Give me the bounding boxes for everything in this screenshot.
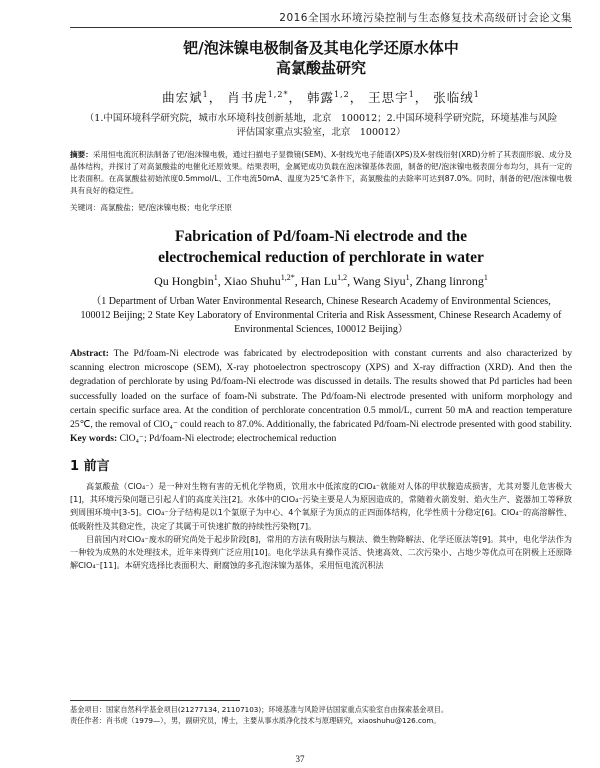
cn-author: 张临绒 (433, 90, 474, 105)
page-number: 37 (295, 754, 305, 764)
english-keywords (70, 433, 572, 444)
body-paragraph-1: 高氯酸盐（ClO₄⁻）是一种对生物有害的无机化学物质，饮用水中低浓度的ClO₄⁻就能对人体的甲状腺造成损害，尤其对婴儿危害极大[1]，其环境污染问题已引起人们的高度关注[2]。水体中的ClO₄⁻污染主要是人为原因造成的，常随着火箭发射、焰火生产、瓷器加工等释放到周围环境中[3-5]。ClO₄⁻分子结构是以1个氯原子为中心、4个氧原子为顶点的正四面体结构，化学性质十分稳定[6]。ClO₄⁻的高溶解性、低吸附性及其稳定性，决定了其属于可快速扩散的持续性污染物[7]。 (70, 481, 572, 531)
footnote-author-label: 责任作者： (70, 716, 106, 725)
cn-author-sup: 1 (473, 89, 480, 99)
english-keywords-label: Key words: (70, 433, 118, 445)
english-abstract (70, 347, 572, 432)
chinese-keywords-text: 高氯酸盐；钯/泡沫镍电极；电化学还原 (100, 203, 233, 212)
chinese-affiliation: （1.中国环境科学研究院，城市水环境科技创新基地，北京 100012；2.中国环境科学研究院，环境基准与风险评估国家重点实验室，北京 100012） (84, 113, 558, 138)
chinese-keywords (70, 202, 572, 213)
en-author-sup: 1,2* (280, 273, 295, 282)
cn-author: 韩露 (306, 90, 334, 105)
en-author: Zhang linrong (415, 274, 484, 288)
body-paragraph-2: 目前国内对ClO₄⁻废水的研究尚处于起步阶段[8]，常用的方法有吸附法与膜法、微生物降解法、化学还原法等[9]。其中，电化学法作为一种较为成熟的水处理技术，近年来得到广泛应用[10]。电化学法具有操作灵活、快速高效、二次污染小、占地少等优点可在阴极上还原降解ClO₄⁻[11]。本研究选择比表面积大、耐腐蚀的多孔泡沫镍为基体，采用恒电流沉积法 (70, 533, 572, 570)
cn-author-sup: 1,2 (333, 89, 350, 99)
chinese-authors: 曲宏斌$^1$， 肖书虎$^{1,2*}$， 韩露$^{1,2}$， 王思宇$^1$， 张临绒$^1$ (162, 89, 480, 105)
en-author: Han Lu (300, 274, 338, 288)
chinese-title-line-1: 钯/泡沫镍电极制备及其电化学还原水体中 (183, 39, 459, 57)
chinese-keywords-label: 关键词： (70, 203, 101, 212)
en-author: Qu Hongbin (154, 274, 214, 288)
english-title (70, 226, 572, 268)
footnote-rule (70, 700, 240, 701)
en-author-sep: , (409, 274, 416, 288)
chinese-title (70, 38, 572, 78)
english-title-line-2: electrochemical reduction of perchlorate in water (158, 249, 484, 266)
paper-page (70, 32, 572, 572)
en-author: Wang Siyu (352, 274, 406, 288)
cn-author: 曲宏斌 (162, 90, 203, 105)
chinese-abstract (70, 149, 572, 197)
en-author-sep: , (294, 274, 301, 288)
english-abstract-text: The Pd/foam-Ni electrode was fabricated by electrodeposition with constant currents and also characterized by scanning electron microscope (SEM), X-ray photoelectron spectroscopy (XPS) and X-ray diffraction (XRD). And then the degradation of perchlorate by using Pd/foam-Ni electrode was discussed in details. The results showed that Pd particles had been successfully loaded on the surface of foam-Ni substrate. The Pd/foam-Ni electrode presented with uniform morphology and certain specific surface area. At the condition of perchlorate concentration 0.5 mmol/L, current 50 mA and reaction temperature 25℃, the removal of ClO₄⁻ could reach to 87.0%. Additionally, the fabricated Pd/foam-Ni electrode presented with good stability. (70, 348, 572, 431)
cn-author: 王思宇 (368, 90, 409, 105)
footnote-author (70, 715, 572, 726)
en-author-sup: 1,2 (337, 273, 348, 282)
header-rule (70, 27, 572, 28)
chinese-title-line-2: 高氯酸盐研究 (275, 59, 366, 77)
section-heading-introduction: 1 前言 (70, 459, 110, 475)
en-author-sup: 1 (213, 273, 218, 282)
running-head: 2016全国水环境污染控制与生态修复技术高级研讨会论文集 (279, 12, 572, 24)
footnote-funding-text: 国家自然科学基金项目(21277134, 21107103)；环境基准与风险评估国家重点实验室自由探索基金项目。 (105, 705, 449, 714)
en-author-sep: , (217, 274, 224, 288)
english-affiliation: （1 Department of Urban Water Environmental Research, Chinese Research Academy of Environmental Sciences, 100012 Beijing; 2 State Key Laboratory of Environmental Criteria and Risk Assessment, Chinese Research Academy of Environmental Sciences, 100012 Beijing） (80, 296, 562, 335)
en-author-sup: 1 (483, 273, 488, 282)
footnote-funding (70, 704, 572, 715)
footnotes (70, 704, 572, 726)
english-abstract-label: Abstract: (70, 348, 109, 359)
chinese-abstract-text: 采用恒电流沉积法制备了钯/泡沫镍电极，通过扫描电子显微镜(SEM)、X-射线光电子能谱(XPS)及X-射线衍射(XRD)分析了其表面形貌、成分及晶体结构，并探讨了对高氯酸盐的电催化还原效果。结果表明，金属钯成功负载在泡沫镍基体表面，制备的钯/泡沫镍电极表面分布均匀，具有一定的比表面积。在高氯酸盐初始浓度0.5mmol/L、工作电流50mA、温度为25℃条件下，高氯酸盐的去除率可达到87.0%。同时，制备的钯/泡沫镍电极具有良好的稳定性。 (70, 150, 572, 195)
english-keywords-text: ClO₄⁻; Pd/foam-Ni electrode; electrochemical reduction (119, 433, 337, 445)
english-title-line-1: Fabrication of Pd/foam-Ni electrode and the (174, 228, 468, 245)
cn-author-sup: 1 (202, 89, 209, 99)
cn-author-sup: 1 (408, 89, 415, 99)
en-author-sup: 1 (405, 273, 410, 282)
en-author: Xiao Shuhu (223, 274, 281, 288)
footnote-funding-label: 基金项目： (70, 705, 106, 714)
en-author-sep: , (347, 274, 353, 288)
english-authors (120, 270, 522, 289)
cn-author-sup: 1,2* (267, 89, 289, 99)
chinese-abstract-label: 摘要： (70, 150, 93, 159)
cn-author: 肖书虎 (227, 90, 268, 105)
footnote-author-text: 肖书虎（1979—），男，副研究员，博士，主要从事水质净化技术与原理研究，xiaoshuhu@126.com。 (105, 716, 441, 725)
